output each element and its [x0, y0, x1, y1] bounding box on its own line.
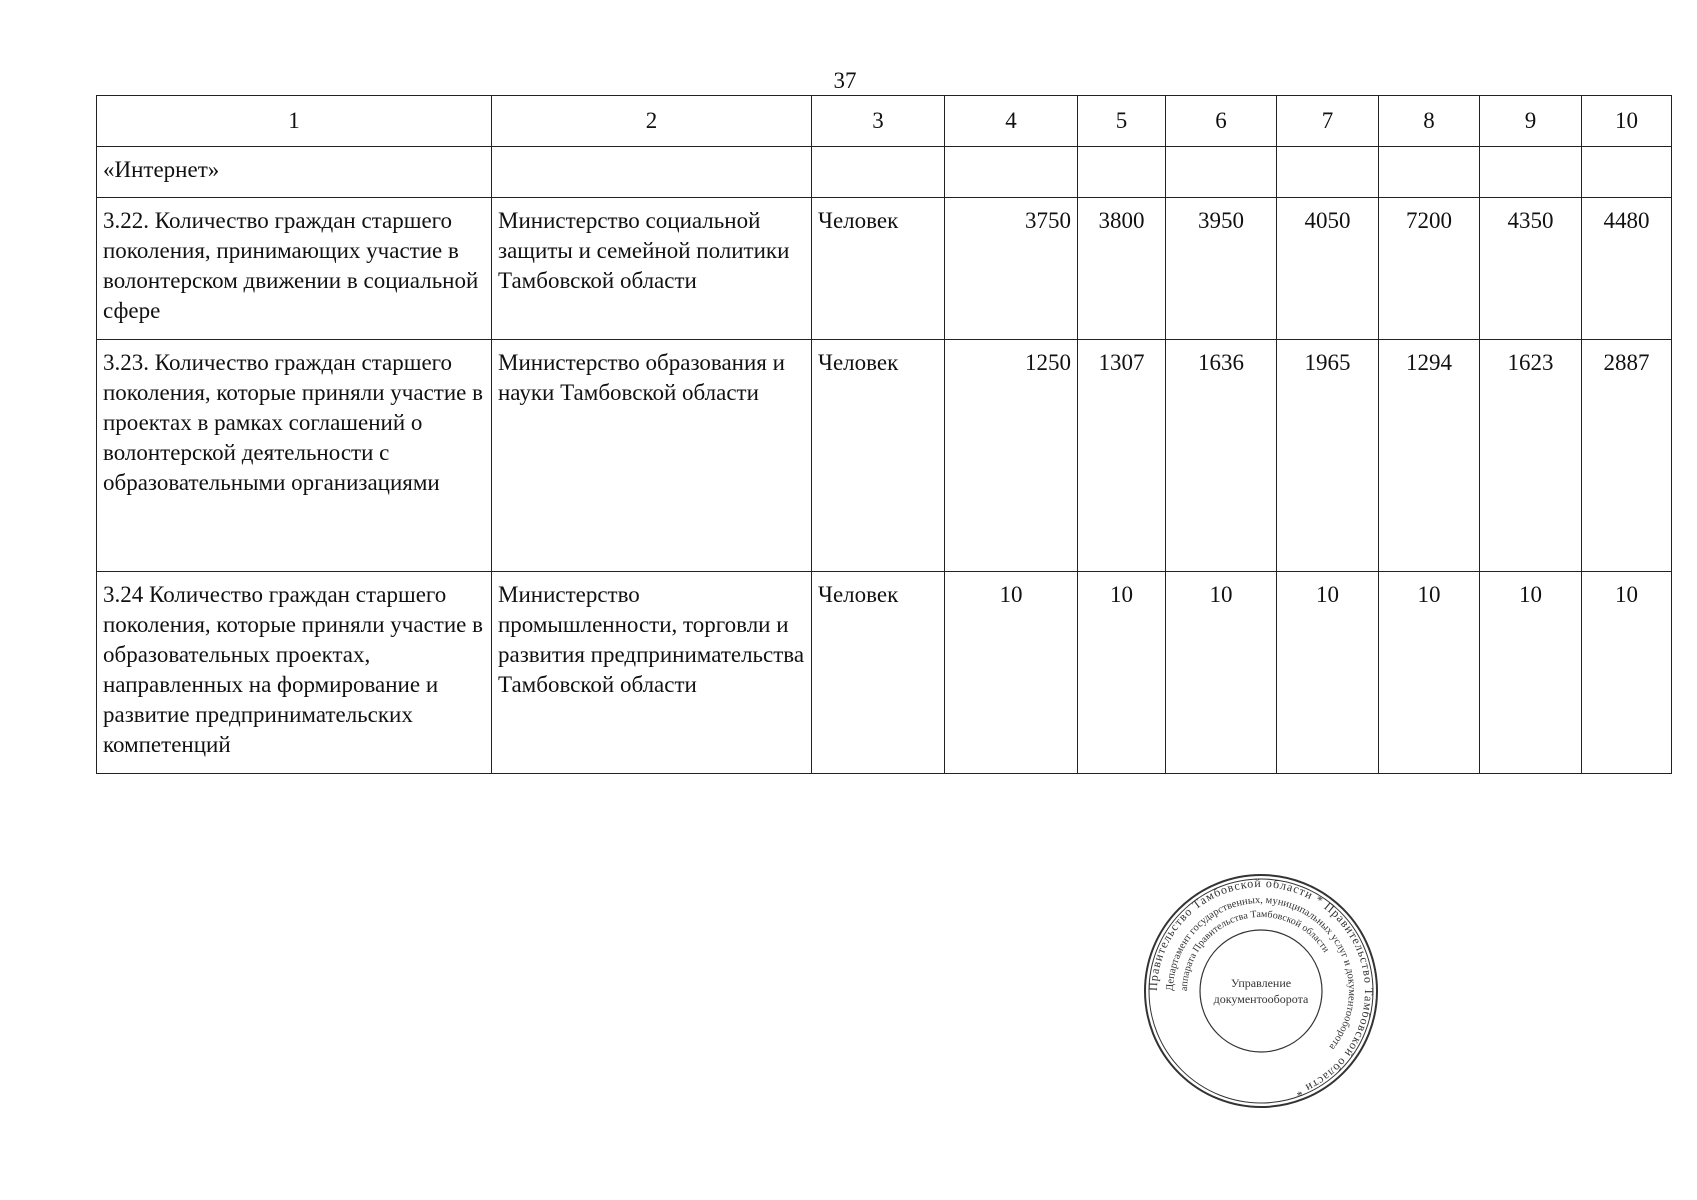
value-cell: 1307 — [1078, 340, 1166, 572]
unit-cell: Человек — [812, 572, 945, 774]
header-col-7: 7 — [1277, 96, 1379, 147]
value-cell — [1166, 147, 1277, 198]
table-row — [97, 198, 1672, 340]
indicators-table — [96, 95, 1672, 774]
value-cell — [1480, 147, 1582, 198]
header-col-3: 3 — [812, 96, 945, 147]
unit-cell: Человек — [812, 198, 945, 340]
header-col-1: 1 — [97, 96, 492, 147]
value-cell: 3750 — [945, 198, 1078, 340]
value-cell: 10 — [945, 572, 1078, 774]
value-cell: 1294 — [1379, 340, 1480, 572]
responsible-cell: Министерство промышленности, торговли и развития предпринимательства Тамбовской области — [492, 572, 812, 774]
header-col-9: 9 — [1480, 96, 1582, 147]
header-row — [97, 96, 1672, 147]
stamp-middle-text: Департамент государственных, муниципальных услуг и документооборота — [1164, 894, 1358, 1052]
value-cell: 4050 — [1277, 198, 1379, 340]
value-cell: 3950 — [1166, 198, 1277, 340]
value-cell — [945, 147, 1078, 198]
value-cell: 3800 — [1078, 198, 1166, 340]
table-row — [97, 147, 1672, 198]
value-cell: 10 — [1166, 572, 1277, 774]
header-col-5: 5 — [1078, 96, 1166, 147]
value-cell — [1078, 147, 1166, 198]
unit-cell: Человек — [812, 340, 945, 572]
indicator-cell: «Интернет» — [97, 147, 492, 198]
value-cell: 1965 — [1277, 340, 1379, 572]
indicator-cell: 3.23. Количество граждан старшего поколения, которые приняли участие в проектах в рамках соглашений о волонтерской деятельности с образовательными организациями — [97, 340, 492, 572]
value-cell: 10 — [1379, 572, 1480, 774]
responsible-cell: Министерство социальной защиты и семейной политики Тамбовской области — [492, 198, 812, 340]
table-row — [97, 572, 1672, 774]
page-number: 37 — [833, 68, 857, 93]
value-cell: 4350 — [1480, 198, 1582, 340]
value-cell: 2887 — [1582, 340, 1672, 572]
header-col-2: 2 — [492, 96, 812, 147]
table-row — [97, 340, 1672, 572]
responsible-cell — [492, 147, 812, 198]
value-cell: 4480 — [1582, 198, 1672, 340]
stamp-outer-text: Правительство Тамбовской области * Правительство Тамбовской области * — [1145, 875, 1377, 1101]
responsible-cell: Министерство образования и науки Тамбовской области — [492, 340, 812, 572]
stamp-center-line1: Управление — [1230, 976, 1292, 990]
official-stamp — [1143, 873, 1379, 1109]
value-cell: 1636 — [1166, 340, 1277, 572]
value-cell: 10 — [1480, 572, 1582, 774]
stamp-center-line2: документооборота — [1213, 992, 1309, 1006]
value-cell: 7200 — [1379, 198, 1480, 340]
value-cell: 1250 — [945, 340, 1078, 572]
value-cell: 10 — [1277, 572, 1379, 774]
header-col-6: 6 — [1166, 96, 1277, 147]
value-cell — [1582, 147, 1672, 198]
unit-cell — [812, 147, 945, 198]
header-col-4: 4 — [945, 96, 1078, 147]
value-cell: 1623 — [1480, 340, 1582, 572]
value-cell — [1277, 147, 1379, 198]
stamp-inner-text: аппарата Правительства Тамбовской области — [1178, 908, 1332, 992]
indicator-cell: 3.24 Количество граждан старшего поколения, которые приняли участие в образовательных проектах, направленных на формирование и развитие предпринимательских компетенций — [97, 572, 492, 774]
value-cell: 10 — [1078, 572, 1166, 774]
value-cell — [1379, 147, 1480, 198]
indicator-cell: 3.22. Количество граждан старшего поколения, принимающих участие в волонтерском движении в социальной сфере — [97, 198, 492, 340]
header-col-10: 10 — [1582, 96, 1672, 147]
header-col-8: 8 — [1379, 96, 1480, 147]
value-cell: 10 — [1582, 572, 1672, 774]
